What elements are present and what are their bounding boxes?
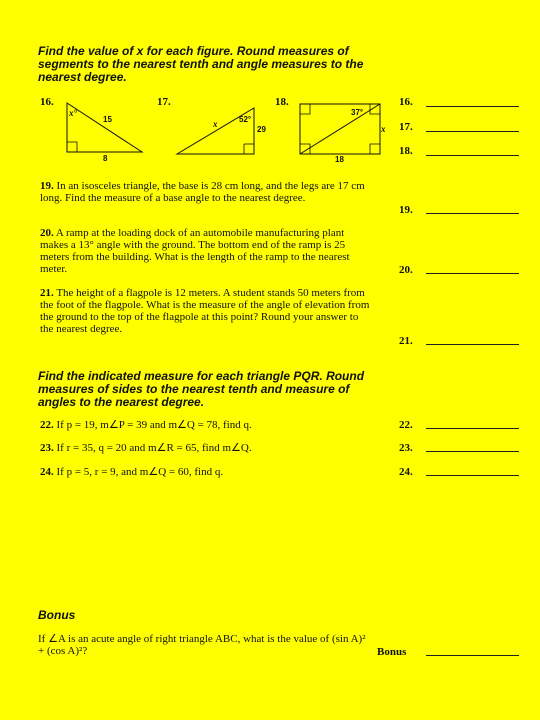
figure-17-number: 17. (157, 96, 171, 108)
figure-16-number: 16. (40, 96, 54, 108)
bonus-title: Bonus (38, 608, 76, 622)
answer-bonus-label: Bonus (377, 646, 407, 658)
problem-23-text: If r = 35, q = 20 and m∠R = 65, find m∠Q. (56, 442, 252, 454)
answer-22-label: 22. (399, 419, 413, 431)
figure-17-triangle (175, 104, 265, 158)
figure-17-angle: 52° (239, 115, 252, 124)
answer-16-label: 16. (399, 96, 413, 108)
problem-24 (40, 466, 370, 478)
problem-19-text: In an isosceles triangle, the base is 28 cm long, and the legs are 17 cm long. Find the measure of a base angle to the nearest degree. (40, 180, 365, 204)
problem-21-text: The height of a flagpole is 12 meters. A student stands 50 meters from the foot of the flagpole. What is the measure of the angle of elevation from the ground to the top of the flagpole at this point? Round your answer to the nearest degree. (40, 287, 370, 335)
answer-16-blank[interactable] (426, 106, 519, 107)
answer-24-blank[interactable] (426, 475, 519, 476)
problem-20-text: A ramp at the loading dock of an automobile manufacturing plant makes a 13° angle with the ground. The bottom end of the ramp is 25 meters from the building. What is the length of the ramp to the nearest meter. (40, 227, 350, 275)
answer-18-blank[interactable] (426, 155, 519, 156)
problem-23-number: 23. (40, 442, 54, 454)
answer-18-label: 18. (399, 145, 413, 157)
answer-17-label: 17. (399, 121, 413, 133)
problem-24-text: If p = 5, r = 9, and m∠Q = 60, find q. (56, 466, 224, 478)
problem-22-number: 22. (40, 419, 54, 431)
problem-24-number: 24. (40, 466, 54, 478)
answer-23-blank[interactable] (426, 451, 519, 452)
problem-19 (40, 180, 370, 204)
figure-18-angle: 37° (351, 108, 364, 117)
section2-instructions: Find the indicated measure for each triangle PQR. Round measures of sides to the nearest tenth and measure of angles to the nearest degree. (38, 369, 365, 409)
figure-17-x-label: x (213, 119, 218, 129)
answer-21-label: 21. (399, 335, 413, 347)
problem-22 (40, 419, 370, 431)
figure-16-triangle (60, 100, 145, 162)
problem-22-text: If p = 19, m∠P = 39 and m∠Q = 78, find q. (56, 419, 252, 431)
answer-23-label: 23. (399, 442, 413, 454)
figure-17-side: 29 (257, 125, 266, 134)
bonus-text: If ∠A is an acute angle of right triangle ABC, what is the value of (sin A)² + (cos A)²? (38, 633, 366, 657)
problem-21-number: 21. (40, 287, 54, 299)
figure-18-rectangle (295, 101, 390, 163)
problem-20 (40, 227, 370, 275)
answer-19-label: 19. (399, 204, 413, 216)
figure-16-side-b: 8 (103, 154, 108, 163)
section1-instructions: Find the value of x for each figure. Round measures of segments to the nearest tenth and angle measures to the nearest degree. (38, 44, 364, 84)
answer-22-blank[interactable] (426, 428, 519, 429)
problem-23 (40, 442, 370, 454)
figure-18-number: 18. (275, 96, 289, 108)
answer-17-blank[interactable] (426, 131, 519, 132)
answer-20-blank[interactable] (426, 273, 519, 274)
answer-21-blank[interactable] (426, 344, 519, 345)
answer-19-blank[interactable] (426, 213, 519, 214)
problem-20-number: 20. (40, 227, 54, 239)
problem-21 (40, 287, 370, 335)
answer-24-label: 24. (399, 466, 413, 478)
figure-16-x-label: x° (69, 108, 78, 118)
answer-bonus-blank[interactable] (426, 655, 519, 656)
figure-18-x-label: x (381, 124, 386, 134)
answer-20-label: 20. (399, 264, 413, 276)
figure-16-side-a: 15 (103, 115, 112, 124)
problem-19-number: 19. (40, 180, 54, 192)
figure-18-side: 18 (335, 155, 344, 164)
